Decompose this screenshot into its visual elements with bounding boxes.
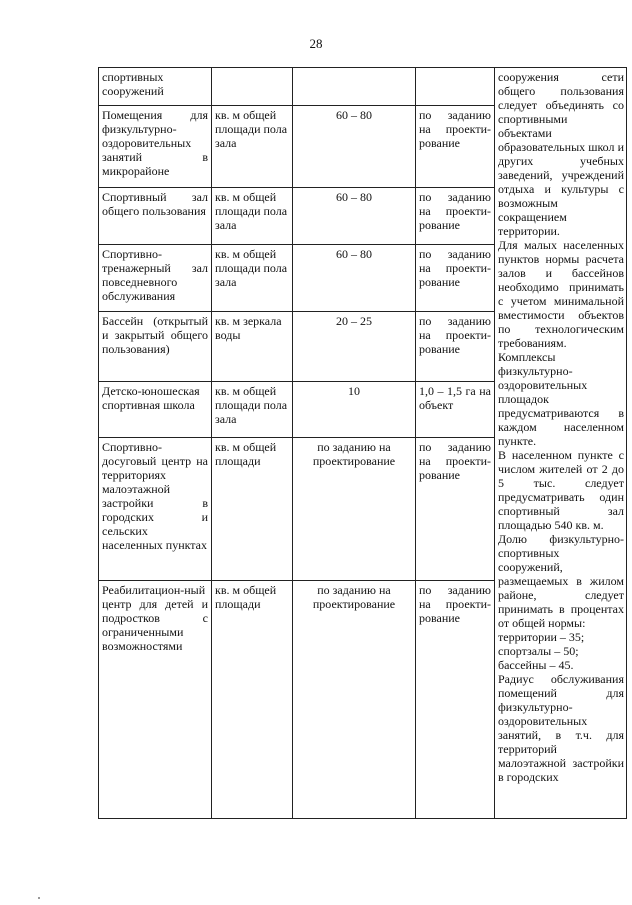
facility-name-cell: Детско-юношеская спортивная школа [99,382,212,438]
note-list-item: бассейны – 45. [498,658,574,672]
unit-cell [212,68,293,106]
facility-name-cell: Реабилитацион-ный центр для детей и подростков с ограниченными возможностями [99,581,212,819]
norm-cell: по заданию на проектирование [293,581,416,819]
unit-cell: кв. м зеркала воды [212,312,293,382]
area-cell: 1,0 – 1,5 га на объект [416,382,495,438]
norm-cell: 10 [293,382,416,438]
area-cell: по заданию на проекти-рование [416,581,495,819]
norm-cell: 60 – 80 [293,188,416,245]
note-paragraph: В населенном пункте с числом жителей от 2 до 5 тыс. следует предусматривать один спортивный зал площадью 540 кв. м. [498,448,624,532]
note-list-item: спортзалы – 50; [498,644,579,658]
norm-cell: 60 – 80 [293,106,416,188]
facility-name-cell: Бассейн (открытый и закрытый общего пользования) [99,312,212,382]
unit-cell: кв. м общей площади пола зала [212,382,293,438]
norm-cell: по заданию на проектирование [293,438,416,581]
table-row [99,68,627,106]
note-paragraph: Для малых населенных пунктов нормы расчета залов и бассейнов необходимо принимать с учетом минимальной вместимости объектов по технологическим требованиям. [498,238,624,350]
note-paragraph: Комплексы физкультурно-оздоровительных площадок предусматриваются в каждом населенном пункте. [498,350,624,448]
norms-table [98,67,627,819]
scan-dot-mark [38,897,40,899]
unit-cell: кв. м общей площади пола зала [212,106,293,188]
note-list-item: территории – 35; [498,630,585,644]
area-cell: по заданию на проекти-рование [416,245,495,312]
norm-cell [293,68,416,106]
area-cell: по заданию на проекти-рование [416,438,495,581]
norm-cell: 60 – 80 [293,245,416,312]
note-paragraph: Долю физкультурно-спортивных сооружений, размещаемых в жилом районе, следует принимать в процентах от общей нормы: [498,532,624,630]
unit-cell: кв. м общей площади [212,581,293,819]
unit-cell: кв. м общей площади пола зала [212,188,293,245]
facility-name-cell: Помещения для физкультурно-оздоровительных занятий в микрорайоне [99,106,212,188]
norm-cell: 20 – 25 [293,312,416,382]
facility-name-cell: Спортивно-досуговый центр на территориях малоэтажной застройки в городских и сельских населенных пунктах [99,438,212,581]
area-cell: по заданию на проекти-рование [416,188,495,245]
facility-name-cell: спортивных сооружений [99,68,212,106]
unit-cell: кв. м общей площади пола зала [212,245,293,312]
area-cell [416,68,495,106]
note-paragraph: сооружения сети общего пользования следует объединять со спортивными объектами образовательных школ и других учебных заведений, учреждений отдыха и культуры с возможным сокращением территории. [498,70,624,238]
notes-cell [495,68,627,819]
page-number: 28 [309,36,323,51]
facility-name-cell: Спортивный зал общего пользования [99,188,212,245]
area-cell: по заданию на проекти-рование [416,106,495,188]
note-paragraph: Радиус обслуживания помещений для физкультурно-оздоровительных занятий, в т.ч. для территорий малоэтажной застройки в городских [498,672,624,784]
facility-name-cell: Спортивно-тренажерный зал повседневного обслуживания [99,245,212,312]
unit-cell: кв. м общей площади [212,438,293,581]
area-cell: по заданию на проекти-рование [416,312,495,382]
